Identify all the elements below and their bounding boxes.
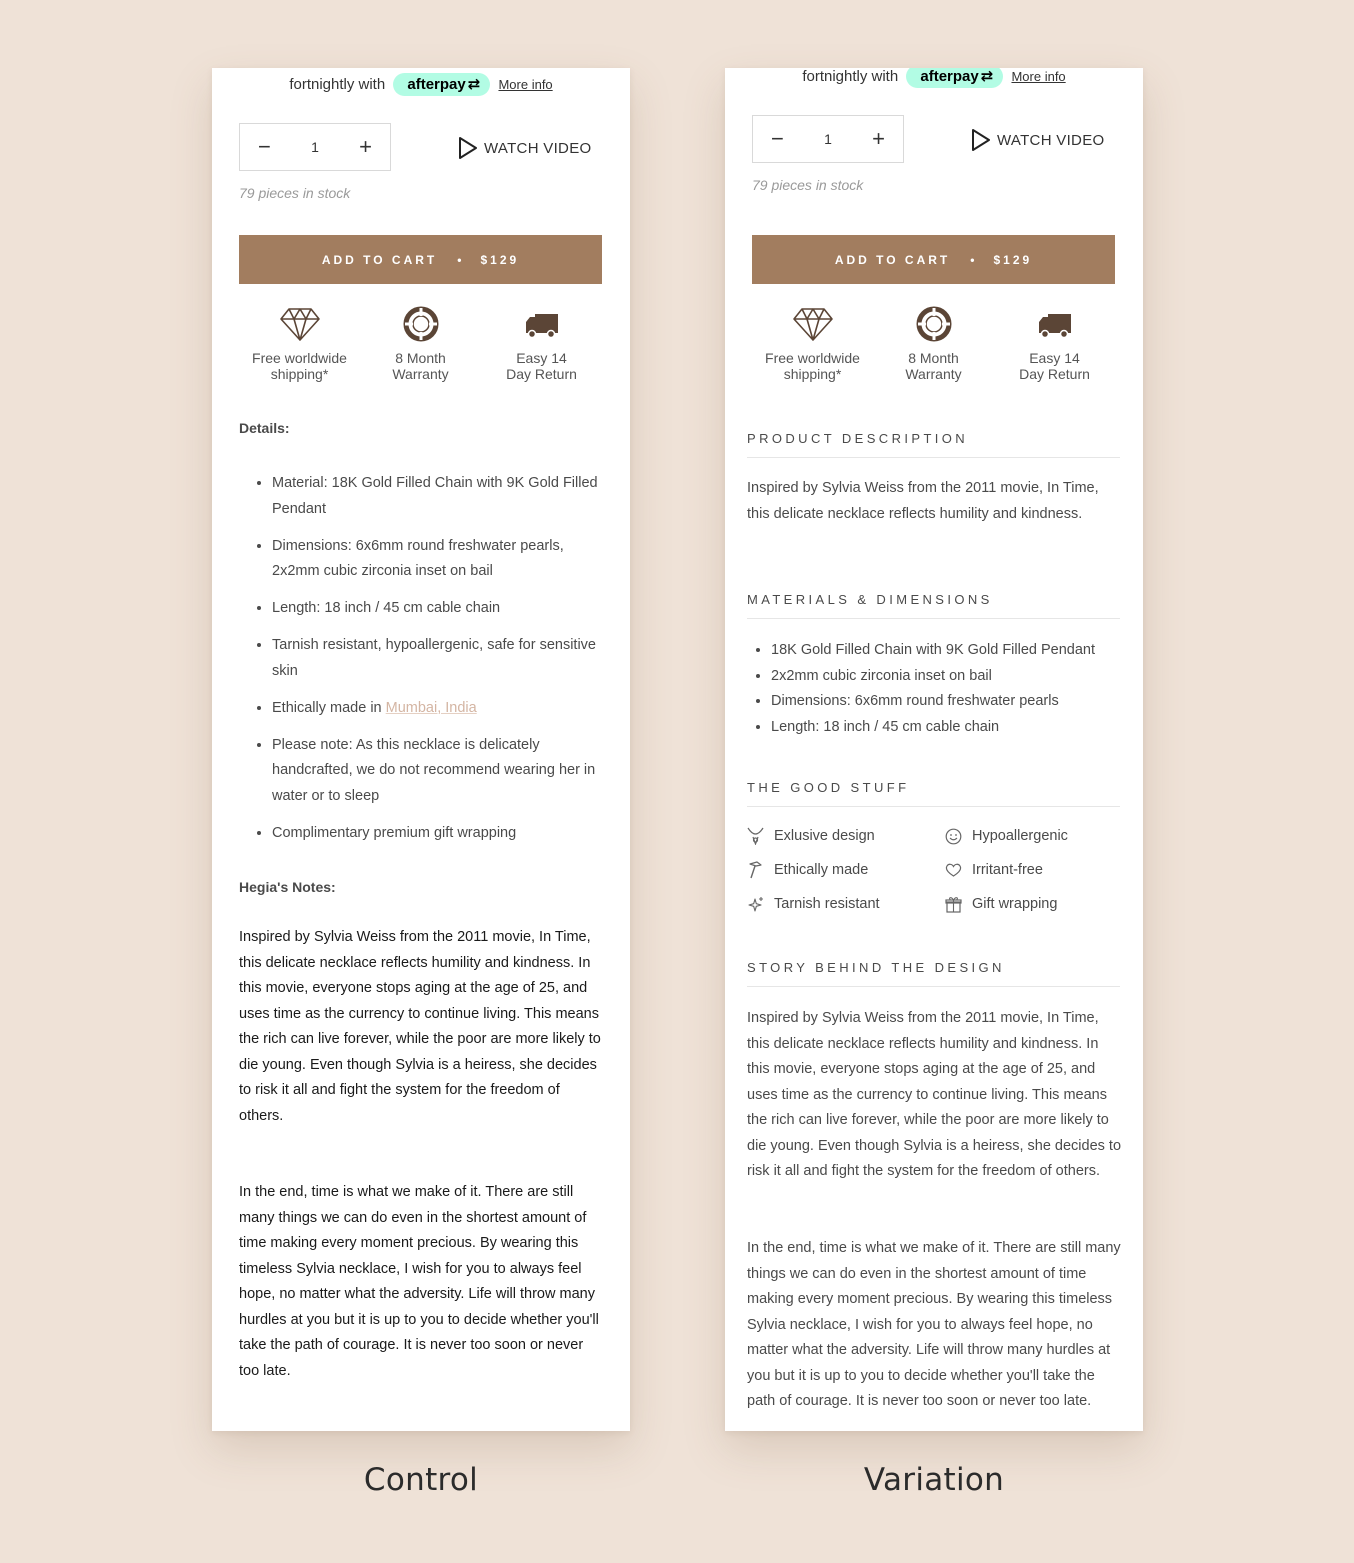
feature-return bbox=[481, 306, 602, 382]
quantity-stepper bbox=[752, 115, 904, 163]
feature-line1: Free worldwide bbox=[252, 350, 347, 366]
add-to-cart-label: ADD TO CART bbox=[321, 252, 438, 267]
feature-warranty bbox=[360, 306, 481, 382]
afterpay-row bbox=[725, 68, 1143, 88]
list-item: • Please note: As this necklace is delicately handcrafted, we do not recommend wearing her in water or to sleep bbox=[272, 733, 609, 810]
quantity-minus-button[interactable]: − bbox=[771, 126, 784, 151]
good-stuff-item bbox=[747, 825, 945, 847]
feature-line1: 8 Month bbox=[908, 350, 959, 366]
notes-paragraph-1: Inspired by Sylvia Weiss from the 2011 movie, In Time, this delicate necklace reflects humility and kindness. In this movie, everyone stops aging at the age of 25, and uses time as the currency to continue living. This means the rich can live forever, while the poor are more likely to die young. Even though Sylvia is a heiress, she decides to risk it all and fight the system for the freedom of others. bbox=[239, 929, 601, 1124]
heart-icon bbox=[945, 862, 962, 878]
gift-icon bbox=[945, 896, 962, 913]
add-to-cart-separator: • bbox=[970, 252, 978, 267]
good-stuff-item bbox=[747, 893, 945, 915]
list-item: • Complimentary premium gift wrapping bbox=[272, 821, 609, 847]
feature-line1: Easy 14 bbox=[516, 350, 567, 366]
good-stuff-item bbox=[747, 859, 945, 881]
list-item: • Length: 18 inch / 45 cm cable chain bbox=[771, 715, 1127, 741]
good-stuff-item bbox=[945, 893, 1127, 915]
details-heading: Details: bbox=[239, 420, 290, 436]
truck-icon bbox=[524, 306, 560, 342]
smiley-icon bbox=[945, 828, 962, 845]
quantity-value[interactable]: 1 bbox=[311, 139, 319, 155]
details-list bbox=[239, 471, 609, 858]
good-stuff-heading: THE GOOD STUFF bbox=[747, 780, 1120, 807]
control-caption: Control bbox=[363, 1462, 479, 1498]
mumbai-india-link[interactable]: Mumbai, India bbox=[385, 699, 477, 716]
more-info-link[interactable]: More info bbox=[1011, 69, 1066, 84]
feature-line2: Warranty bbox=[392, 366, 449, 382]
notes-paragraph-2: In the end, time is what we make of it. There are still many things we can do even in the shortest amount of time making every moment precious. By wearing this timeless Sylvia necklace, I wish for you to always feel hope, no matter what the adversity. Life will throw many hurdles at you but it is up to you to decide whether you'll take the path of courage. It is never too soon or never too late. bbox=[239, 1184, 599, 1379]
afterpay-arrows-icon: ⇄ bbox=[980, 68, 994, 85]
good-stuff-label: Tarnish resistant bbox=[774, 896, 880, 912]
story-paragraph-1: Inspired by Sylvia Weiss from the 2011 movie, In Time, this delicate necklace reflects humility and kindness. In this movie, everyone stops aging at the age of 25, and uses time as the currency to continue living. This means the rich can live forever, while the poor are more likely to die young. Even though Sylvia is a heiress, she decides to risk it all and fight the system for the freedom of others. bbox=[747, 1010, 1122, 1179]
necklace-icon bbox=[747, 827, 764, 845]
product-description-text: Inspired by Sylvia Weiss from the 2011 movie, In Time, this delicate necklace reflects humility and kindness. bbox=[747, 480, 1099, 522]
quantity-plus-button[interactable]: + bbox=[359, 134, 372, 159]
list-item: • 18K Gold Filled Chain with 9K Gold Filled Pendant bbox=[771, 638, 1127, 664]
feature-return bbox=[994, 306, 1115, 382]
add-to-cart-price: $129 bbox=[480, 252, 520, 267]
good-stuff-label: Ethically made bbox=[774, 862, 869, 878]
lifebuoy-icon bbox=[403, 306, 439, 342]
feature-line1: Easy 14 bbox=[1029, 350, 1080, 366]
more-info-link[interactable]: More info bbox=[498, 77, 553, 92]
feature-warranty bbox=[873, 306, 994, 382]
play-icon bbox=[458, 137, 478, 159]
add-to-cart-label: ADD TO CART bbox=[834, 252, 951, 267]
good-stuff-label: Hypoallergenic bbox=[972, 828, 1068, 844]
control-phone-screen bbox=[212, 68, 630, 1431]
good-stuff-label: Exlusive design bbox=[774, 828, 875, 844]
feature-line1: 8 Month bbox=[395, 350, 446, 366]
list-item: • Dimensions: 6x6mm round freshwater pearls, 2x2mm cubic zirconia inset on bail bbox=[272, 534, 609, 585]
feature-line2: Day Return bbox=[1019, 366, 1090, 382]
feature-line1: Free worldwide bbox=[765, 350, 860, 366]
play-icon bbox=[971, 129, 991, 151]
watch-video-label: WATCH VIDEO bbox=[484, 139, 592, 157]
quantity-minus-button[interactable]: − bbox=[258, 134, 271, 159]
hammer-icon bbox=[747, 861, 764, 879]
afterpay-logo-text: afterpay bbox=[407, 76, 466, 93]
list-item: • Dimensions: 6x6mm round freshwater pearls bbox=[771, 689, 1127, 715]
materials-heading: MATERIALS & DIMENSIONS bbox=[747, 592, 1120, 619]
variation-caption: Variation bbox=[863, 1462, 1005, 1498]
list-item-text: Ethically made in bbox=[272, 699, 386, 716]
afterpay-row bbox=[212, 73, 630, 96]
watch-video-button[interactable] bbox=[458, 137, 591, 159]
stock-text: 79 pieces in stock bbox=[239, 185, 351, 201]
good-stuff-label: Irritant-free bbox=[972, 862, 1043, 878]
variation-phone-screen bbox=[725, 68, 1143, 1431]
product-description-heading: PRODUCT DESCRIPTION bbox=[747, 431, 1120, 458]
story-paragraph-2: In the end, time is what we make of it. There are still many things we can do even in the shortest amount of time making every moment precious. By wearing this timeless Sylvia necklace, I wish for you to always feel hope, no matter what the adversity. Life will throw many hurdles at you but it is up to you to decide whether you'll take the path of courage. It is never too soon or never too late. bbox=[747, 1240, 1121, 1409]
diamond-icon bbox=[279, 306, 321, 342]
watch-video-button[interactable] bbox=[971, 129, 1104, 151]
afterpay-prefix: fortnightly with bbox=[289, 76, 386, 93]
feature-shipping bbox=[239, 306, 360, 382]
quantity-value[interactable]: 1 bbox=[824, 131, 832, 147]
good-stuff-grid bbox=[747, 825, 1127, 915]
lifebuoy-icon bbox=[916, 306, 952, 342]
good-stuff-label: Gift wrapping bbox=[972, 896, 1058, 912]
watch-video-label: WATCH VIDEO bbox=[997, 131, 1105, 149]
diamond-icon bbox=[792, 306, 834, 342]
quantity-stepper bbox=[239, 123, 391, 171]
sparkle-icon bbox=[747, 896, 764, 913]
afterpay-badge[interactable] bbox=[393, 73, 490, 96]
stock-text: 79 pieces in stock bbox=[752, 177, 864, 193]
list-item bbox=[272, 696, 609, 722]
materials-list bbox=[747, 638, 1127, 740]
afterpay-arrows-icon: ⇄ bbox=[467, 76, 481, 93]
add-to-cart-button[interactable] bbox=[239, 235, 602, 284]
add-to-cart-button[interactable] bbox=[752, 235, 1115, 284]
feature-list bbox=[239, 306, 602, 382]
feature-line2: Warranty bbox=[905, 366, 962, 382]
feature-shipping bbox=[752, 306, 873, 382]
list-item: • Material: 18K Gold Filled Chain with 9K Gold Filled Pendant bbox=[272, 471, 609, 522]
add-to-cart-separator: • bbox=[457, 252, 465, 267]
feature-line2: Day Return bbox=[506, 366, 577, 382]
notes-heading: Hegia's Notes: bbox=[239, 879, 336, 895]
list-item: • 2x2mm cubic zirconia inset on bail bbox=[771, 664, 1127, 690]
list-item: • Length: 18 inch / 45 cm cable chain bbox=[272, 596, 609, 622]
good-stuff-item bbox=[945, 825, 1127, 847]
list-item: • Tarnish resistant, hypoallergenic, safe for sensitive skin bbox=[272, 633, 609, 684]
quantity-plus-button[interactable]: + bbox=[872, 126, 885, 151]
feature-line2: shipping* bbox=[270, 366, 329, 382]
add-to-cart-price: $129 bbox=[993, 252, 1033, 267]
afterpay-badge[interactable] bbox=[906, 68, 1003, 88]
story-heading: STORY BEHIND THE DESIGN bbox=[747, 960, 1120, 987]
truck-icon bbox=[1037, 306, 1073, 342]
good-stuff-item bbox=[945, 859, 1127, 881]
feature-list bbox=[752, 306, 1115, 382]
feature-line2: shipping* bbox=[783, 366, 842, 382]
afterpay-logo-text: afterpay bbox=[920, 68, 979, 85]
afterpay-prefix: fortnightly with bbox=[802, 68, 899, 85]
